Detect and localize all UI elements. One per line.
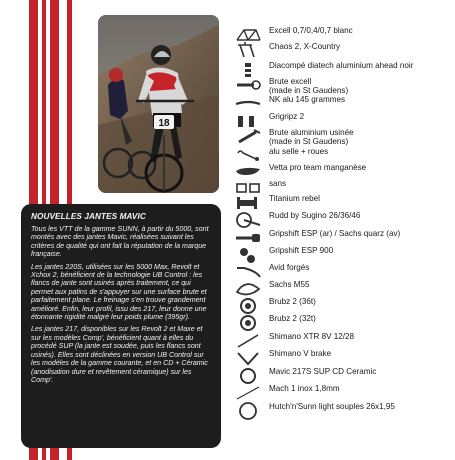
spec-line: Sachs M55 (269, 280, 310, 289)
v-brake-icon (234, 349, 262, 367)
spec-text (269, 42, 340, 51)
spec-line: Brubz 2 (36t) (269, 297, 316, 306)
spec-line: Brute aluminium usinée (269, 128, 354, 137)
spec-line: Brubz 2 (32t) (269, 314, 316, 323)
crankset-icon (234, 211, 262, 229)
spec-line: Shimano XTR 8V 12/28 (269, 332, 355, 341)
spec-text (269, 194, 320, 203)
spec-text (269, 402, 395, 411)
stem-icon (234, 77, 262, 95)
spec-line: Diacompé diatech aluminium ahead noir (269, 61, 414, 70)
spec-line: Brute excell (269, 77, 312, 86)
spec-text (269, 314, 316, 323)
spec-line: Rudd by Sugino 26/36/46 (269, 211, 361, 220)
spec-text (269, 77, 348, 95)
spec-text (269, 61, 413, 70)
spec-text (269, 112, 304, 121)
spec-line: Mach 1 inox 1,8mm (269, 384, 340, 393)
tire-icon (234, 402, 262, 420)
spec-line: Avid forgés (269, 263, 310, 272)
spec-line: (made in St Gaudens) (269, 86, 349, 96)
rim-icon (234, 367, 262, 385)
spec-line: sans (269, 179, 287, 188)
spec-text (269, 297, 316, 306)
hub-icon (234, 194, 262, 212)
article-paragraph: Les jantes 220S, utilisées sur les 5000 Max, Revolt et Xchox 2, bénéficient de la technologie UB Control : les flancs de jante sont usinés après traitement, ce qui permet aux patins de s'appuyer sur une surface brute et parfaitement plane. Le freinage s'en trouve grandement amélioré. Enfin, leur profil, issu des 217, leur donne une étonnante rigidité malgré leur poids plume (395gr). (31, 262, 207, 322)
rims-article (21, 204, 221, 448)
spec-text (269, 384, 340, 393)
spec-text (269, 349, 331, 358)
spec-line: Chaos 2, X-Country (269, 42, 341, 51)
spec-text (269, 163, 366, 172)
shifter-icon (234, 229, 262, 247)
spec-line: Hutch'n'Sunn light souples 26x1,95 (269, 402, 395, 411)
handlebar-icon (234, 95, 262, 113)
spec-text (269, 263, 309, 272)
spec-line: Titanium rebel (269, 194, 320, 203)
spec-line: Mavic 217S SUP CD Ceramic (269, 367, 377, 376)
spec-line: alu selle + roues (269, 147, 329, 156)
spec-text (269, 229, 400, 238)
cyclist-photo (98, 15, 219, 193)
spec-line: Grigripz 2 (269, 112, 305, 121)
spec-text (269, 280, 310, 289)
seatpost-icon (234, 128, 262, 146)
spec-text (269, 128, 354, 146)
fork-icon (234, 42, 262, 60)
spec-text (269, 246, 333, 255)
spec-text (269, 147, 328, 156)
spec-text (269, 367, 376, 376)
spec-line: Excell 0,7/0,4/0,7 blanc (269, 26, 353, 35)
brake-rear-icon (234, 314, 262, 332)
spec-text (269, 179, 286, 188)
spec-text (269, 26, 353, 35)
cassette-icon (234, 332, 262, 350)
article-title: NOUVELLES JANTES MAVIC (31, 212, 146, 221)
brake-icon (234, 297, 262, 315)
spec-line: Gripshift ESP (ar) / Sachs quarz (av) (269, 229, 401, 238)
spec-line: NK alu 145 grammes (269, 95, 346, 104)
spec-line: Gripshift ESP 900 (269, 246, 334, 255)
spec-text (269, 95, 345, 104)
spec-line: Shimano V brake (269, 349, 332, 358)
spoke-icon (234, 384, 262, 402)
brake-lever-icon (234, 263, 262, 281)
spec-line: (made in St Gaudens) (269, 137, 349, 147)
spec-line: Vetta pro team manganèse (269, 163, 367, 172)
article-paragraph: Les jantes 217, disponibles sur les Revolt 2 et Maxe et sur les modèles Comp', bénéficient quant à elles du procédé SUP (la jante est soudée, puis les flancs sont usinés). Elles sont déclinées en version UB Control sur les modèles de la gamme courante, et en CD + Céramic (anodisation dure et revêtement céramique) sur les Comp'. (31, 325, 208, 384)
bib-number: 18 (158, 118, 170, 129)
spec-text (269, 211, 360, 220)
chain-icon (234, 280, 262, 298)
article-paragraph: Tous les VTT de la gamme SUNN, à partir du 5000, sont montés avec des jantes Mavic, réalisées suivant les critères de qualité qui ont fait la réputation de la marque française. (31, 225, 209, 259)
derailleur-icon (234, 246, 262, 264)
spec-text (269, 332, 354, 341)
